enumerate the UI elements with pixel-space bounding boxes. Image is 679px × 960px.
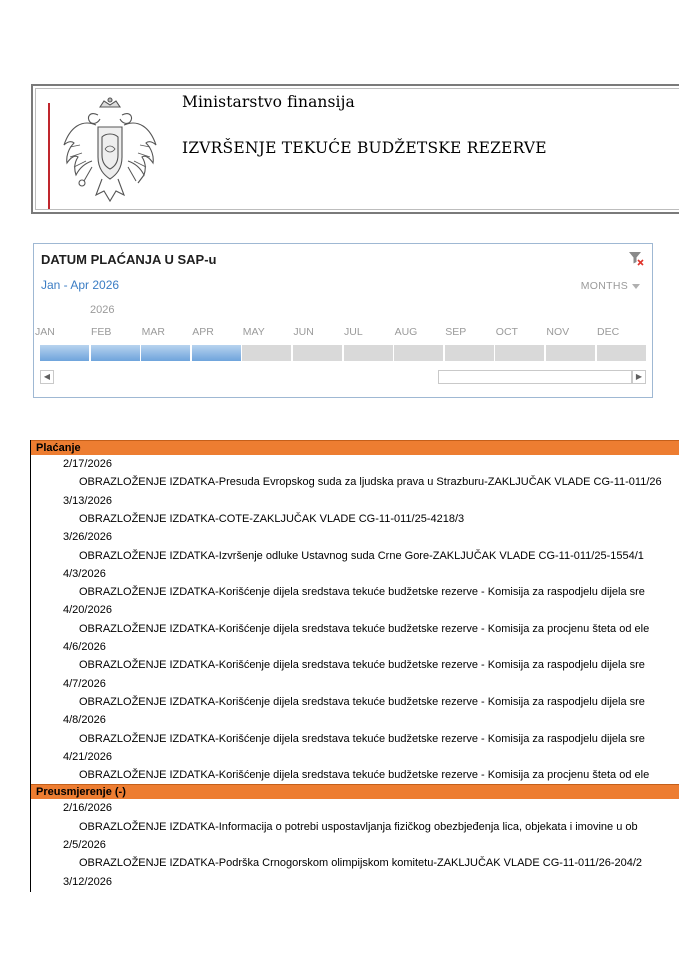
date-timeline-slicer[interactable] [33, 243, 653, 398]
time-level-label: MONTHS [580, 280, 628, 292]
time-level-dropdown[interactable] [581, 280, 640, 292]
month-label-jan: JAN [35, 326, 55, 338]
month-bar-feb[interactable] [91, 345, 140, 361]
description-row[interactable]: OBRAZLOŽENJE IZDATKA-Korišćenje dijela sredstava tekuće budžetske rezerve - Komisija za procjenu šteta od ele [79, 769, 650, 782]
date-row[interactable]: 3/13/2026 [63, 494, 112, 507]
header-frame [35, 88, 679, 210]
document-header [31, 84, 679, 214]
month-bar-jul[interactable] [344, 345, 393, 361]
description-row[interactable]: OBRAZLOŽENJE IZDATKA-Izvršenje odluke Ustavnog suda Crne Gore-ZAKLJUČAK VLADE CG-11-011/25-1554/1 [79, 549, 644, 562]
pivot-table [30, 440, 679, 892]
month-label-aug: AUG [394, 326, 418, 338]
date-row[interactable]: 2/17/2026 [63, 458, 112, 470]
description-row[interactable]: OBRAZLOŽENJE IZDATKA-COTE-ZAKLJUČAK VLADE CG-11-011/25-4218/3 [79, 512, 465, 525]
month-bars[interactable] [40, 345, 650, 361]
document-title: IZVRŠENJE TEKUĆE BUDŽETSKE REZERVE [182, 139, 547, 157]
description-row[interactable]: OBRAZLOŽENJE IZDATKA-Korišćenje dijela sredstava tekuće budžetske rezerve - Komisija za procjenu šteta od ele [79, 622, 650, 635]
date-row[interactable]: 2/16/2026 [63, 802, 112, 815]
month-label-feb: FEB [91, 326, 112, 338]
description-row[interactable]: OBRAZLOŽENJE IZDATKA-Informacija o potrebi uspostavljanja fizičkog obezbjeđenja lica, objekata i imovine u ob [79, 820, 638, 833]
date-row[interactable]: 3/26/2026 [63, 531, 112, 544]
month-bar-jun[interactable] [293, 345, 342, 361]
organization-name: Ministarstvo finansija [182, 93, 355, 111]
scroll-left-button[interactable]: ◀ [40, 370, 54, 384]
month-label-apr: APR [192, 326, 214, 338]
description-row[interactable]: OBRAZLOŽENJE IZDATKA-Korišćenje dijela sredstava tekuće budžetske rezerve - Komisija za raspodjelu dijela sre [79, 732, 645, 745]
date-row[interactable]: 4/8/2026 [63, 714, 106, 727]
month-labels [34, 326, 653, 340]
month-label-nov: NOV [546, 326, 570, 338]
coat-of-arms-icon [58, 97, 162, 209]
selected-range-label: Jan - Apr 2026 [41, 278, 120, 292]
description-row[interactable]: OBRAZLOŽENJE IZDATKA-Presuda Evropskog suda za ljudska prava u Strazburu-ZAKLJUČAK VLADE CG-11-011/26 [79, 476, 662, 489]
month-bar-oct[interactable] [495, 345, 544, 361]
month-label-oct: OCT [495, 326, 518, 338]
clear-filter-icon[interactable] [628, 250, 644, 266]
date-row[interactable]: 3/12/2026 [63, 875, 112, 888]
month-bar-mar[interactable] [141, 345, 190, 361]
timeline-scrollbar[interactable] [438, 370, 632, 384]
month-bar-apr[interactable] [192, 345, 241, 361]
description-row[interactable]: OBRAZLOŽENJE IZDATKA-Korišćenje dijela sredstava tekuće budžetske rezerve - Komisija za raspodjelu dijela sre [79, 695, 645, 708]
accent-line [48, 103, 50, 209]
date-row[interactable]: 4/6/2026 [63, 641, 106, 653]
month-bar-may[interactable] [242, 345, 291, 361]
category-header[interactable]: Preusmjerenje (-) [31, 784, 679, 799]
chevron-down-icon [632, 284, 640, 289]
slicer-title: DATUM PLAĆANJA U SAP-u [41, 252, 217, 267]
date-row[interactable]: 4/3/2026 [63, 567, 106, 580]
year-label: 2026 [90, 304, 115, 316]
month-label-sep: SEP [445, 326, 467, 338]
month-bar-aug[interactable] [394, 345, 443, 361]
month-label-dec: DEC [597, 326, 620, 338]
description-row[interactable]: OBRAZLOŽENJE IZDATKA-Korišćenje dijela sredstava tekuće budžetske rezerve - Komisija za raspodjelu dijela sre [79, 586, 645, 599]
date-row[interactable]: 2/5/2026 [63, 839, 106, 851]
month-label-jul: JUL [344, 326, 363, 338]
month-label-may: MAY [242, 326, 265, 338]
month-bar-nov[interactable] [546, 345, 595, 361]
date-row[interactable]: 4/21/2026 [63, 750, 112, 763]
date-row[interactable]: 4/7/2026 [63, 677, 106, 690]
description-row[interactable]: OBRAZLOŽENJE IZDATKA-Podrška Crnogorskom olimpijskom komitetu-ZAKLJUČAK VLADE CG-11-011/26-204/2 [79, 857, 643, 870]
date-row[interactable]: 4/20/2026 [63, 604, 112, 617]
month-bar-sep[interactable] [445, 345, 494, 361]
month-label-jun: JUN [293, 326, 314, 338]
description-row[interactable]: OBRAZLOŽENJE IZDATKA-Korišćenje dijela sredstava tekuće budžetske rezerve - Komisija za raspodjelu dijela sre [79, 659, 645, 672]
category-header[interactable]: Plaćanje [31, 440, 679, 455]
month-bar-jan[interactable] [40, 345, 89, 361]
scroll-right-button[interactable]: ▶ [632, 370, 646, 384]
month-bar-dec[interactable] [597, 345, 646, 361]
month-label-mar: MAR [141, 326, 165, 338]
